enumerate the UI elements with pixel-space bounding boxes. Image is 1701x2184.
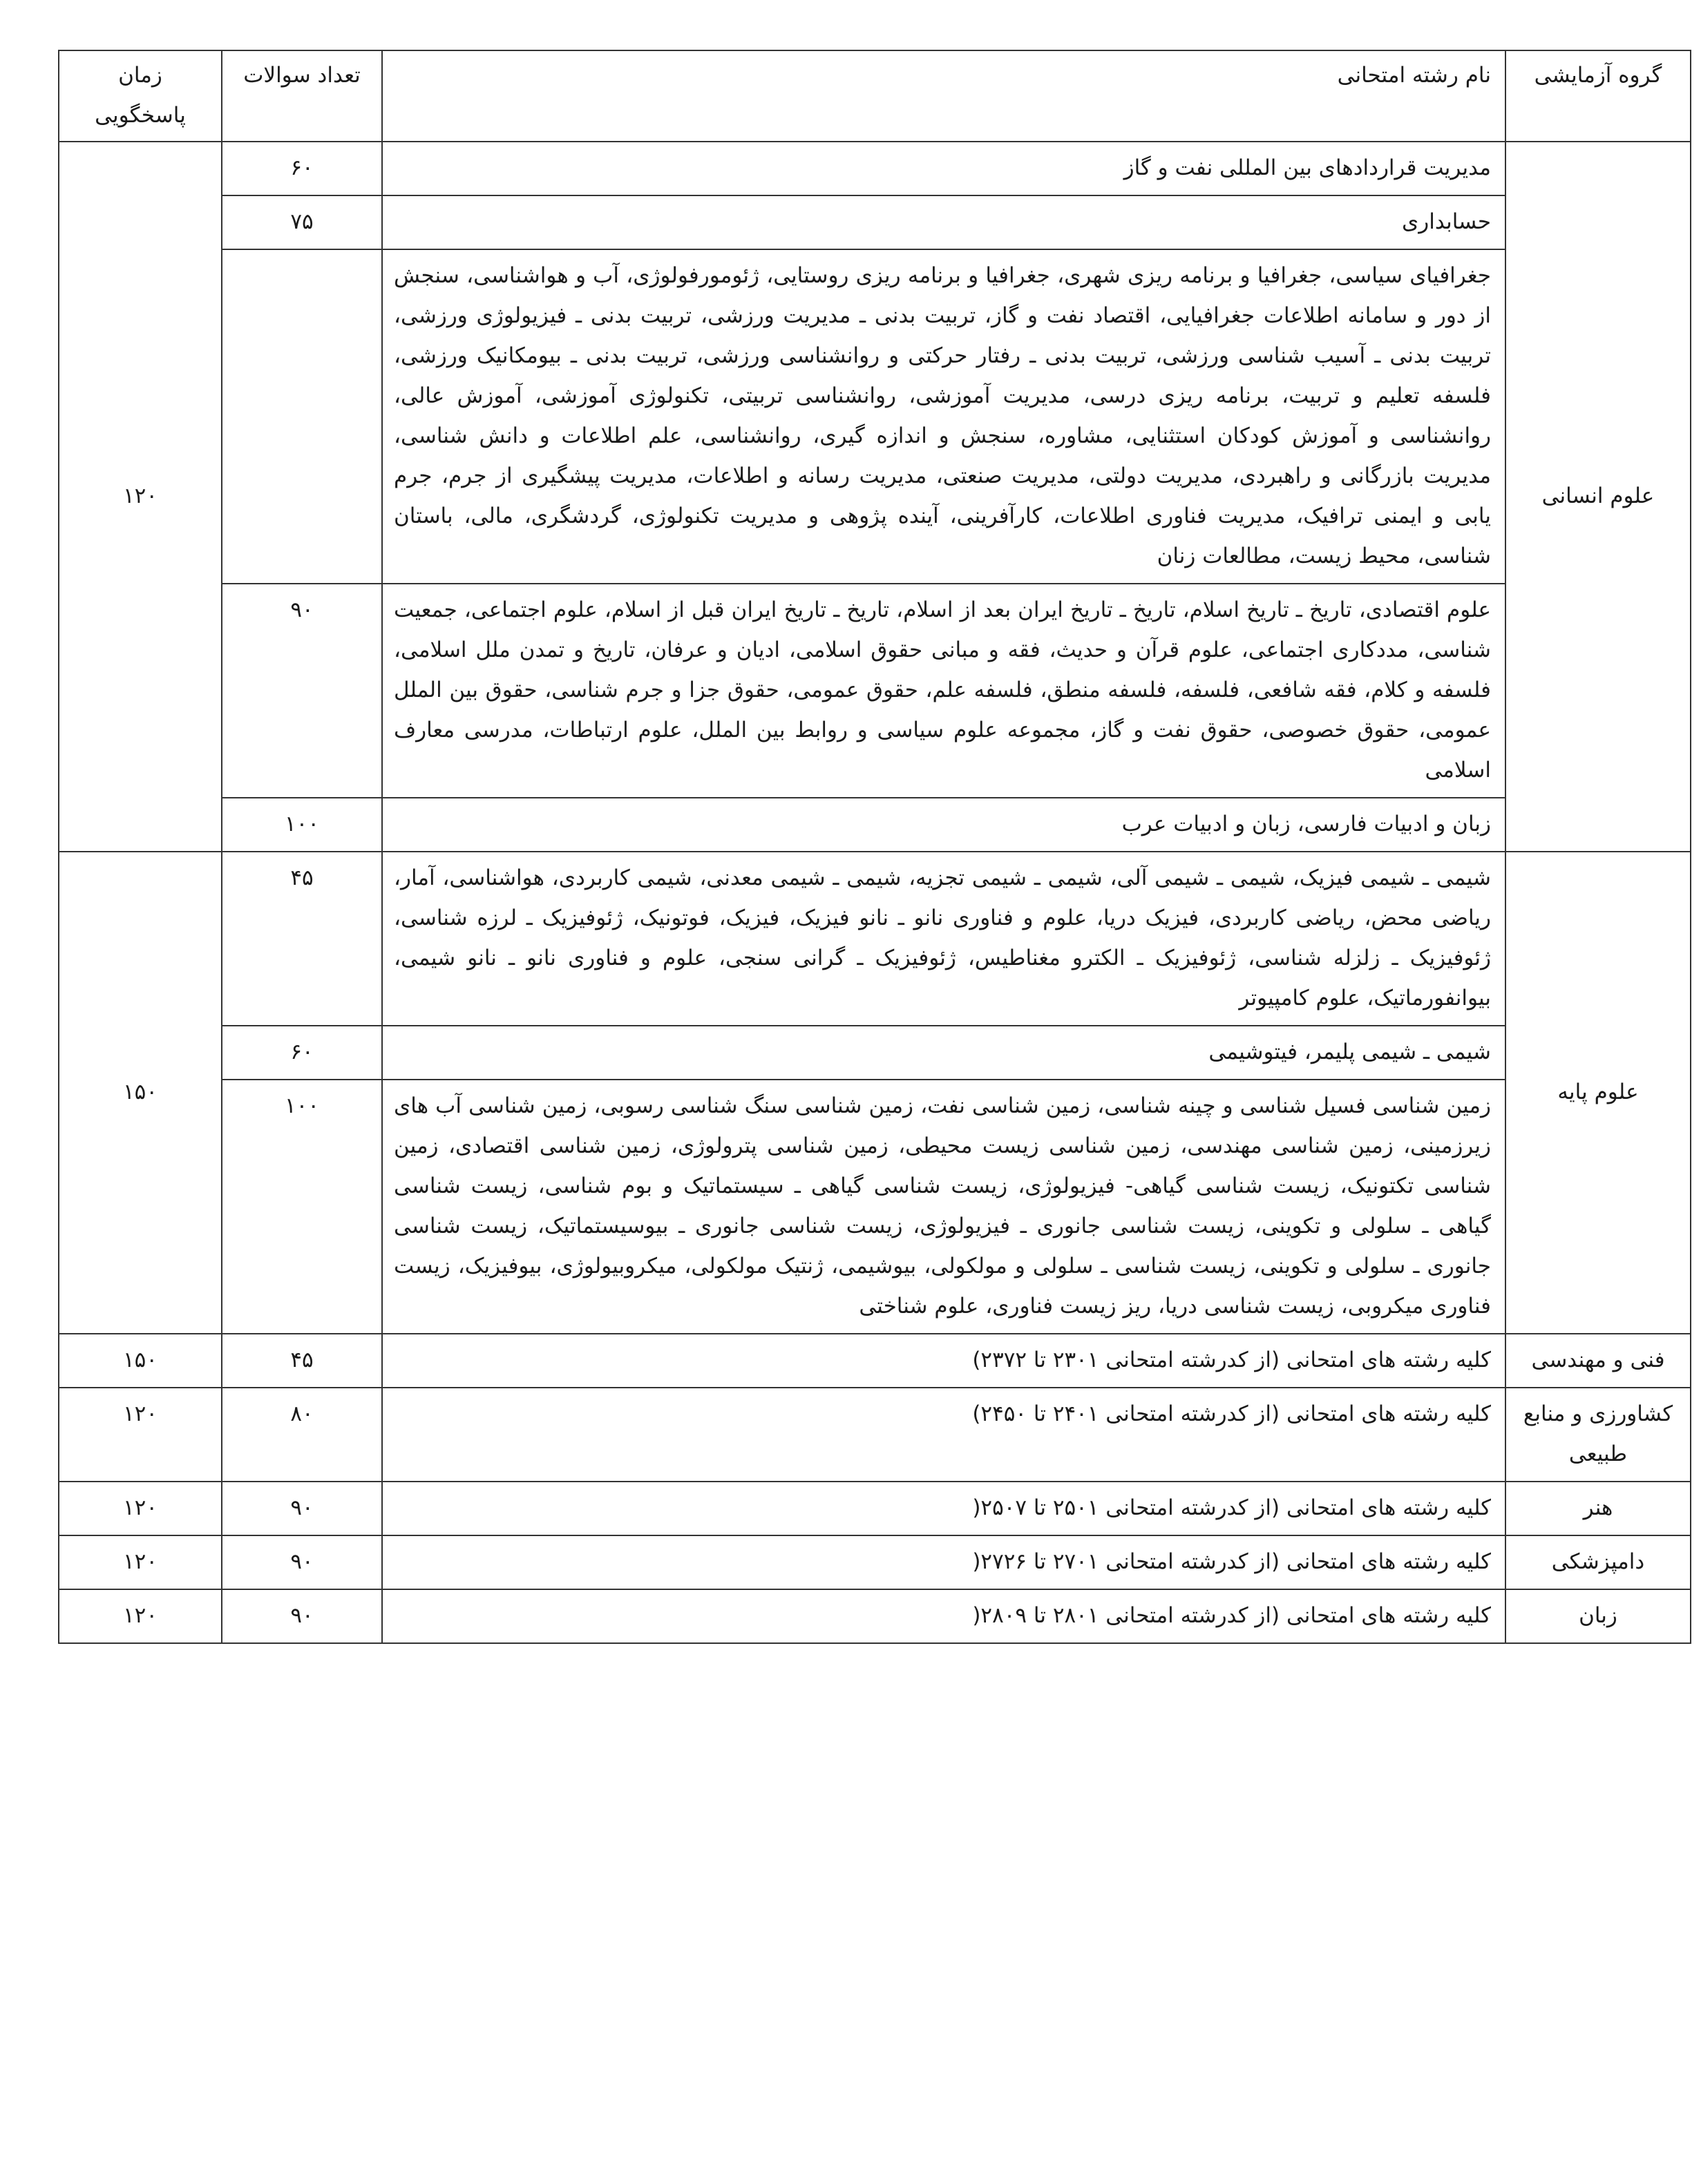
question-count-cell: ۱۰۰ xyxy=(222,798,382,852)
group-cell: علوم انسانی xyxy=(1505,142,1691,852)
header-count: تعداد سوالات xyxy=(222,50,382,142)
answer-time-cell: ۱۲۰ xyxy=(59,1388,222,1482)
field-name-cell: کلیه رشته های امتحانی (از کدرشته امتحانی ۲۵۰۱ تا ۲۵۰۷( xyxy=(382,1482,1505,1535)
answer-time-cell: ۱۵۰ xyxy=(59,852,222,1334)
group-cell: هنر xyxy=(1505,1482,1691,1535)
table-row xyxy=(59,852,1691,1026)
question-count-cell xyxy=(222,249,382,584)
question-count-cell: ۱۰۰ xyxy=(222,1080,382,1334)
field-name-cell: زبان و ادبیات فارسی، زبان و ادبیات عرب xyxy=(382,798,1505,852)
question-count-cell: ۹۰ xyxy=(222,584,382,798)
table-row xyxy=(59,249,1691,584)
question-count-cell: ۹۰ xyxy=(222,1589,382,1643)
field-name-cell: کلیه رشته های امتحانی (از کدرشته امتحانی ۲۸۰۱ تا ۲۸۰۹( xyxy=(382,1589,1505,1643)
table-row xyxy=(59,584,1691,798)
header-row xyxy=(59,50,1691,142)
header-name: نام رشته امتحانی xyxy=(382,50,1505,142)
group-cell: فنی و مهندسی xyxy=(1505,1334,1691,1388)
question-count-cell: ۶۰ xyxy=(222,1026,382,1080)
field-name-cell: کلیه رشته های امتحانی (از کدرشته امتحانی ۲۷۰۱ تا ۲۷۲۶( xyxy=(382,1535,1505,1589)
table-row xyxy=(59,142,1691,195)
field-name-cell: حسابداری xyxy=(382,195,1505,249)
field-name-cell: مدیریت قراردادهای بین المللی نفت و گاز xyxy=(382,142,1505,195)
question-count-cell: ۹۰ xyxy=(222,1535,382,1589)
question-count-cell: ۷۵ xyxy=(222,195,382,249)
table-row xyxy=(59,1388,1691,1482)
group-cell: کشاورزی و منابع طبیعی xyxy=(1505,1388,1691,1482)
field-name-cell: جغرافیای سیاسی، جغرافیا و برنامه ریزی شهری، جغرافیا و برنامه ریزی روستایی، ژئومورفولوژی، آب و هواشناسی، سنجش از دور و سامانه اطلاعات جغرافیایی، اقتصاد نفت و گاز، تربیت بدنی ـ مدیریت ورزشی، تربیت بدنی ـ فیزیولوژی ورزشی، تربیت بدنی ـ آسیب شناسی ورزشی، تربیت بدنی ـ رفتار حرکتی و روانشناسی ورزشی، تربیت بدنی ـ بیومکانیک ورزشی، فلسفه تعلیم و تربیت، برنامه ریزی درسی، مدیریت آموزشی، روانشناسی تربیتی، تکنولوژی آموزشی، آموزش عالی، روانشناسی و آموزش کودکان استثنایی، مشاوره، سنجش و اندازه گیری، روانشناسی، علم اطلاعات و دانش شناسی، مدیریت بازرگانی و راهبردی، مدیریت دولتی، مدیریت صنعتی، مدیریت رسانه و اطلاعات، مدیریت پیشگیری از جرم، جرم یابی و ایمنی ترافیک، مدیریت فناوری اطلاعات، کارآفرینی، آینده پژوهی و مدیریت تکنولوژی، گردشگری، مالی، باستان شناسی، محیط زیست، مطالعات زنان xyxy=(382,249,1505,584)
header-group: گروه آزمایشی xyxy=(1505,50,1691,142)
field-name-cell: شیمی ـ شیمی فیزیک، شیمی ـ شیمی آلی، شیمی ـ شیمی تجزیه، شیمی ـ شیمی معدنی، شیمی کاربردی، هواشناسی، آمار، ریاضی محض، ریاضی کاربردی، فیزیک دریا، علوم و فناوری نانو ـ نانو فیزیک، فیزیک، فوتونیک، ژئوفیزیک ـ لرزه شناسی، ژئوفیزیک ـ زلزله شناسی، ژئوفیزیک ـ الکترو مغناطیس، ژئوفیزیک ـ گرانی سنجی، علوم و فناوری نانو ـ نانو شیمی، بیوانفورماتیک، علوم کامپیوتر xyxy=(382,852,1505,1026)
table-row xyxy=(59,1482,1691,1535)
table-row xyxy=(59,1535,1691,1589)
field-name-cell: کلیه رشته های امتحانی (از کدرشته امتحانی ۲۴۰۱ تا ۲۴۵۰) xyxy=(382,1388,1505,1482)
table-row xyxy=(59,1080,1691,1334)
question-count-cell: ۶۰ xyxy=(222,142,382,195)
answer-time-cell: ۱۲۰ xyxy=(59,1482,222,1535)
group-cell: زبان xyxy=(1505,1589,1691,1643)
question-count-cell: ۹۰ xyxy=(222,1482,382,1535)
table-row xyxy=(59,798,1691,852)
table-row xyxy=(59,1589,1691,1643)
field-name-cell: علوم اقتصادی، تاریخ ـ تاریخ اسلام، تاریخ ـ تاریخ ایران بعد از اسلام، تاریخ ـ تاریخ ایران قبل از اسلام، علوم اجتماعی، جمعیت شناسی، مددکاری اجتماعی، علوم قرآن و حدیث، فقه و مبانی حقوق اسلامی، ادیان و عرفان، تاریخ و تمدن ملل اسلامی، فلسفه و کلام، فقه شافعی، فلسفه، فلسفه منطق، فلسفه علم، حقوق عمومی، حقوق جزا و جرم شناسی، حقوق بین الملل عمومی، حقوق خصوصی، حقوق نفت و گاز، مجموعه علوم سیاسی و روابط بین الملل، علوم ارتباطات، مدرسی معارف اسلامی xyxy=(382,584,1505,798)
header-time: زمان پاسخگویی xyxy=(59,50,222,142)
question-count-cell: ۴۵ xyxy=(222,852,382,1026)
table-row xyxy=(59,1026,1691,1080)
table-row xyxy=(59,195,1691,249)
answer-time-cell: ۱۲۰ xyxy=(59,1589,222,1643)
table-row xyxy=(59,1334,1691,1388)
group-cell: علوم پایه xyxy=(1505,852,1691,1334)
exam-fields-table xyxy=(58,50,1691,1644)
answer-time-cell: ۱۵۰ xyxy=(59,1334,222,1388)
field-name-cell: شیمی ـ شیمی پلیمر، فیتوشیمی xyxy=(382,1026,1505,1080)
field-name-cell: زمین شناسی فسیل شناسی و چینه شناسی، زمین شناسی نفت، زمین شناسی سنگ شناسی رسوبی، زمین شناسی آب های زیرزمینی، زمین شناسی مهندسی، زمین شناسی زیست محیطی، زمین شناسی پترولوژی، زمین شناسی اقتصادی، زمین شناسی تکتونیک، زیست شناسی گیاهی- فیزیولوژی، زیست شناسی گیاهی ـ سیستماتیک و بوم شناسی، زیست شناسی گیاهی ـ سلولی و تکوینی، زیست شناسی جانوری ـ فیزیولوژی، زیست شناسی جانوری ـ بیوسیستماتیک، زیست شناسی جانوری ـ سلولی و تکوینی، زیست شناسی ـ سلولی و مولکولی، بیوشیمی، ژنتیک مولکولی، میکروبیولوژی، بیوفیزیک، زیست فناوری میکروبی، زیست شناسی دریا، ریز زیست فناوری، علوم شناختی xyxy=(382,1080,1505,1334)
answer-time-cell: ۱۲۰ xyxy=(59,142,222,852)
question-count-cell: ۸۰ xyxy=(222,1388,382,1482)
answer-time-cell: ۱۲۰ xyxy=(59,1535,222,1589)
question-count-cell: ۴۵ xyxy=(222,1334,382,1388)
group-cell: دامپزشکی xyxy=(1505,1535,1691,1589)
field-name-cell: کلیه رشته های امتحانی (از کدرشته امتحانی ۲۳۰۱ تا ۲۳۷۲) xyxy=(382,1334,1505,1388)
